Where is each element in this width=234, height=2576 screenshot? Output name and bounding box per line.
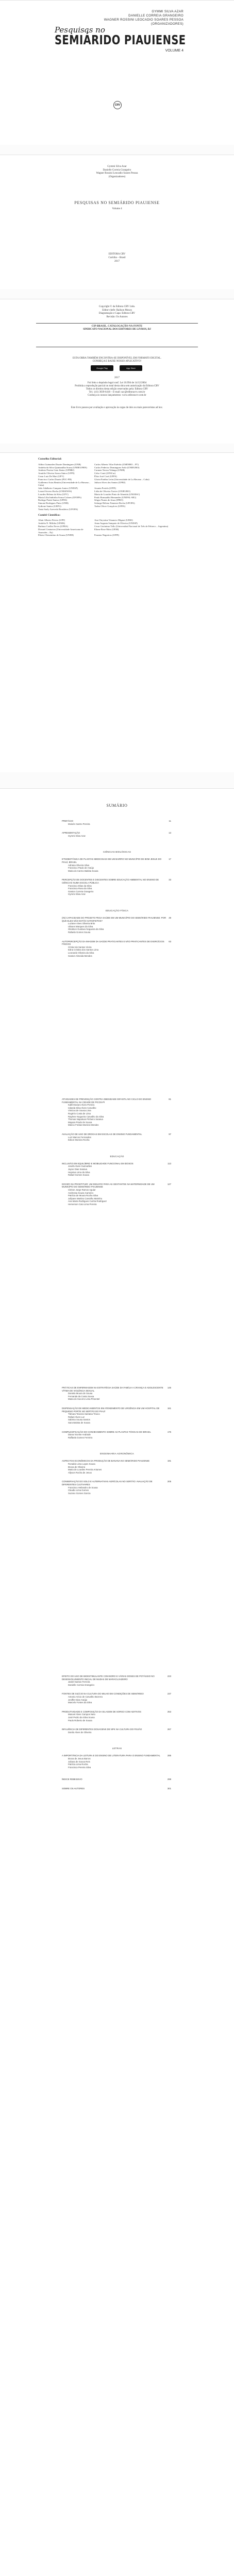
council-row: Maria Lília Imbiriba Sousa Colares (UFOPA) Paulo Romualdo Hernandes (UNIFAL-MG) — [38, 496, 137, 499]
publisher-city: Curitiba – Brasil — [108, 257, 126, 259]
committee-row: Elizeu Clementino de Souza (UNEB) Fauston Negreiros (UFPI) — [38, 534, 119, 537]
toc-entry-author: Francisco Elias da Silva — [68, 884, 92, 887]
toc-entry[interactable] — [62, 940, 171, 958]
toc-entry-author: Vinicius de Sousa Lima — [68, 1109, 91, 1112]
toc-entry-author: José Pedro da Silva Sousa — [68, 1716, 95, 1719]
toc-entry-title: DOCER OU PROSTITUIR: UM DESAFIO PARA AS GESTANTES NA MATERNIDADE DE UM MUNICÍPIO DO SEMIÁRIDO PIAUIENSE — [62, 1182, 155, 1189]
toc-entry-page: 113 — [168, 1162, 171, 1165]
toc-entry-author: Ana Maria Rodrigues Cunha Rodriguez — [68, 1200, 107, 1203]
council-heading: Conselho Editorial: — [38, 457, 62, 461]
toc-entry-page: 17 — [169, 858, 171, 861]
toc-entry-title: ÍNDICE REMISSIVO — [62, 1778, 82, 1781]
toc-entry[interactable] — [62, 878, 171, 896]
toc-entry-page: 81 — [169, 1098, 171, 1100]
toc-entry[interactable] — [62, 1675, 171, 1686]
toc-entry-author: Gleidson Gustavo Nogueira da Silva — [68, 928, 104, 931]
toc-entry-author: Andressa Souza Carneiro — [68, 1191, 94, 1194]
toc-entry-author: Patrícia de Moura Rocha Silva — [68, 1194, 98, 1197]
council-row: Rodrigo Pratte-Santos (UFES) Sérgio Nunes de Jesus (IFRO) — [38, 499, 123, 502]
toc-entry-title: PRÁTICAS DE ENFERMAGEM NA ESTRATÉGIA SAÚDE DA FAMÍLIA A CRIANÇA E ADOLESCENTE VÍTIMA DE VIOLÊNCIA SEXUAL — [62, 1386, 163, 1392]
toc-entry[interactable] — [62, 1133, 171, 1142]
toc-entry[interactable] — [62, 820, 171, 825]
book-cover — [0, 0, 234, 145]
cover-title-top: Pesquisas no — [55, 25, 105, 35]
toc-entry-title: APRESENTAÇÃO — [62, 832, 80, 835]
toc-entry-title: COMPLEXIFICAÇÃO DO CONHECIMENTO SOBRE AS PLANTAS TÓXICAS DO BRASIL — [62, 1430, 151, 1433]
divider — [36, 323, 198, 324]
toc-entry-page: 11 — [169, 820, 171, 822]
toc-entry[interactable] — [62, 1098, 171, 1127]
cip-subtitle: SINDICATO NACIONAL DOS EDITORES DE LIVROS, RJ — [83, 328, 151, 331]
toc-entry-author: Rafaela Gomes Sousa — [68, 930, 91, 934]
cover-volume: VOLUME 4 — [165, 49, 183, 53]
toc-entry-author: Mayara Prado de Sousa — [68, 1121, 92, 1124]
cover-authors — [104, 10, 183, 26]
council-row: João Adalberto Campato Junior (UNESP) Josania Portela (UFPI) — [38, 487, 116, 490]
toc-entry-page: 191 — [167, 1460, 171, 1463]
toc-entry-page: 253 — [167, 1710, 171, 1713]
publisher-logo-icon: CRV — [113, 101, 122, 109]
toc-entry-author: Jardel Santos Ferreira — [68, 1681, 90, 1684]
toc-entry-page: 127 — [167, 1182, 171, 1185]
organizer: Wagner Rossini Leocadio Soares Pessoa — [96, 172, 138, 175]
toc-entry-author: Kallil Moraes Alves Pereira — [68, 1104, 95, 1107]
toc-entry[interactable] — [62, 1183, 171, 1206]
toc-entry-title: PRODUTIVIDADE E COMPOSIÇÃO DA SILAGEM DE SORGO COM ADITIVOS — [62, 1710, 141, 1713]
council-list — [38, 458, 196, 537]
toc-entry-title: ATIVIDADES DE PREVENÇÃO CONTRA OBESIDADE INFANTIL NO CICLO DO ENSINO FUNDAMENTAL NA CIDADE DE PICOS-PI — [62, 1098, 152, 1104]
toc-entry-title: INCLUSÃO EM EQUILÍBRIO E MOBILIDADE FUNCIONAL EM IDOSOS — [62, 1162, 133, 1165]
toc-entry-author: Ronaldo Lima Lopes Sousa — [68, 1462, 95, 1465]
toc-entry-author: Maria do Socorro Lima Pimentel — [68, 1398, 100, 1401]
toc-entry-author: Suzano Gomes Garcia — [68, 1492, 91, 1495]
council-row: Leonel Severo Rocha (UNISINOS) Lídia de Oliveira Xavier (UNIEURO) — [38, 489, 130, 493]
toc-entry-author: Cíntia Isis Santos Vieira — [68, 945, 92, 948]
toc-entry-page: 237 — [167, 1692, 171, 1696]
organizer: (Organizadores) — [108, 175, 126, 178]
organizer: Danielle Correia Grangeiro — [103, 168, 131, 172]
toc-entry-title: PERCEPÇÃO DE DOCENTES E DISCENTES SOBRE EDUCAÇÃO AMBIENTAL NO ENSINO DE CIÊNCIAS NUMA ESCOLA PÚBLICA — [62, 878, 159, 884]
toc-entry[interactable] — [62, 1787, 171, 1790]
council-row: Francisco Carlos Duarte (PUC-PR) Gloria Fariñas León (Universidade de La Havana – Cuba) — [38, 478, 149, 481]
cover-author: DANIELLE CORREIA GRANGEIRO — [128, 14, 183, 18]
toc-entry[interactable] — [62, 1692, 171, 1704]
toc-entry-page: 161 — [167, 1407, 171, 1410]
toc-entry-title: AUTOPERCEPÇÃO DA IMAGEM DA SAÚDE PRATICANTES E NÃO PRATICANTES DE EXERCÍCIOS FÍSICOS — [62, 940, 164, 946]
google-play-badge[interactable]: Google Play — [91, 365, 113, 371]
organizers-list — [0, 165, 234, 179]
toc-entry-author: Jullyane Martins Carvalho Marinho — [68, 1197, 103, 1200]
toc-entry-author: Jeniffer Dias Araújo — [68, 1698, 88, 1701]
toc-entry-author: Diana Vicente Andrade — [68, 1433, 91, 1436]
toc-entry-page: 223 — [167, 1675, 171, 1677]
title-page-volume: Volume 4 — [112, 208, 122, 210]
toc-entry-author: Luziane Alves Oliveira Brito — [68, 922, 95, 925]
toc-entry-author: Tâmara Teixeira Santana Tinoco — [68, 1413, 100, 1416]
toc-entry[interactable] — [62, 1778, 171, 1781]
download-note-2: CONHEÇA E BAIXE NOSSO APLICATIVO! — [92, 360, 142, 363]
copyright-lines — [0, 306, 234, 319]
toc-entry-author: Marcelo Fontes da Silva — [68, 1701, 92, 1704]
toc-entry-author: Francisco Heliandro de Sousa — [68, 1486, 98, 1489]
toc-entry-page: 49 — [169, 917, 171, 919]
toc-entry-author: Rafael Gomes Sousa — [68, 1174, 89, 1177]
footer-line: Proibida a reprodução parcial ou total desta obra sem autorização da Editora CRV — [75, 385, 159, 387]
toc-entry-author: Hemerson Caio Lima Pereira — [68, 1202, 97, 1206]
toc-entry-author: Rogério Costa de Lima — [68, 1112, 91, 1115]
toc-entry-author: Luiz Marcos Fernandes — [68, 1136, 91, 1139]
toc-entry-title: INFLUÊNCIA DE DIFERENTES DOSAGENS DE NPK NA CULTURA DO FEIJÃO — [62, 1728, 142, 1731]
toc-entry[interactable] — [62, 1460, 171, 1474]
toc-entry-author: Manoel Alves Campos Neto — [68, 1713, 96, 1716]
council-row: Arnaldo Oliveira Souza Júnior (UFPI) Celso Conti (UFSCar) — [38, 472, 116, 475]
toc-entry[interactable] — [62, 832, 171, 837]
toc-entry-title: CONSERVAÇÃO DO SOLO E ALTERNATIVAS AGRÍCOLAS NO SERTÃO: AVALIAÇÃO DE DIFERENTES CULTIVARES — [62, 1480, 153, 1486]
toc-entry[interactable] — [62, 1480, 171, 1495]
toc-entry-author: Márcio Freitas Moreira Mendes — [68, 1124, 99, 1127]
cover-author: (ORGANIZADORES) — [151, 22, 183, 26]
committee-row: Diosnel Centurion (Universidade Americana de Asunción – Py) Eliane Rose Maio (UEM) — [38, 528, 119, 534]
toc-entry-author: Jayne Dias Saraiva — [68, 1167, 88, 1171]
toc-entry[interactable] — [62, 917, 171, 934]
toc-entry-title: PREFÁCIO — [62, 820, 73, 822]
cover-author: GYMMI SILVA AZAR — [152, 10, 183, 13]
toc-entry-author: Fernanda da Costa Sousa — [68, 1395, 94, 1398]
toc-entry-title: ASPECTOS ECONÔMICOS DA PRODUÇÃO DE BANANA NO SEMIÁRIDO PIAUIENSE — [62, 1460, 150, 1463]
toc-entry-page: 299 — [167, 1778, 171, 1781]
toc-entry-author: Francisca Pereira Silva — [68, 1766, 91, 1769]
council-row: Guillermo Arias Beatón (Universidade de La Havana – Cuba) Jailson Alves dos Santos (UFRJ) — [38, 481, 126, 487]
council-row: Antônio Pereira Gaio Júnior (UFRRJ) Carmen Tereza Velanga (UNIR) — [38, 469, 125, 472]
toc-entry-author: Raylene Nogueira Carvalho da Silva — [68, 1115, 104, 1118]
toc-entry[interactable] — [62, 1431, 171, 1439]
toc-entry-page: 267 — [167, 1728, 171, 1731]
toc-entry-author: Gaston Almeida Mendes — [68, 954, 92, 957]
toc-entry-author: Iolanda Silva Alves Carvalho — [68, 1106, 96, 1109]
council-row: Cezar Luiz De Mari (UFV) Élsio José Corá (UFFS) — [38, 474, 117, 478]
toc-entry-title: ETNOBOTÂNICA DE PLANTAS MEDICINAIS EM UM BAIRRO NO MUNICÍPIO DE BOM JESUS DO PIAUÍ, BRASIL — [62, 858, 162, 863]
toc-entry-author: Claudio Lima Gomes — [68, 1489, 89, 1492]
toc-entry-author: Gaston Correia Grangeiro — [68, 890, 94, 893]
committee-row: Barbara Coelho Neves (UFBA) Cesar Gerónimo Tello (Universidad Nacional de Três de Febrero – Argentina) — [38, 524, 169, 528]
footer-line: Foi feito o depósito legal conf. Lei 10.994 de 14/12/2004 — [87, 382, 147, 384]
toc-entry-author: Rafael Alves Luz — [68, 1415, 85, 1418]
council-row: Tania Suely Azevedo Brasileiro (UFOPA) — [38, 507, 78, 511]
toc-entry-author: Antonio Aécio de Carvalho Bezerra — [68, 1695, 103, 1698]
toc-category: EDUCAÇÃO FÍSICA — [105, 909, 129, 912]
table-of-contents — [0, 788, 234, 2576]
council-row: Simone Rodrigues Pinto (UNB) Solange Helena Ximenes-Rocha (UFOPA) — [38, 502, 135, 505]
toc-entry-page: 33 — [169, 878, 171, 882]
toc-entry-author: Sara Batista de Sousa — [68, 1421, 90, 1424]
cover-author: WAGNER ROSSINI LEOCADIO SOARES PESSOA — [104, 18, 183, 22]
toc-category: EDUCAÇÃO — [110, 1155, 124, 1158]
footer-line: Todos os direitos desta edição reservados pela: Editora CRV — [86, 388, 148, 391]
copyright-line: Copyright © da Editora CRV Ltda. — [99, 306, 135, 308]
download-note: ESTA OBRA TAMBÉM ENCONTRA-SE DISPONÍVEL EM FORMATO DIGITAL. — [72, 357, 162, 360]
toc-entry-author: Moisés Castro Pereira — [68, 822, 90, 825]
toc-entry-title: SOBRE OS AUTORES — [62, 1787, 85, 1790]
footer-line: Tel.: (41) 3039-6418 – E-mail: sac@editoracrv.com.br — [89, 391, 145, 394]
footer-line: Conheça os nossos lançamentos: www.editoracrv.com.br — [88, 394, 146, 397]
copyright-line: Editor-chefe: Railson Moura — [102, 309, 132, 312]
toc-entry-author: Juliana de Sousa Reis — [68, 1760, 90, 1763]
toc-entry[interactable] — [62, 1728, 171, 1734]
toc-entry-title: A IMPORTÂNCIA DA LEITURA E DO ENSINO DE LITERATURA PARA O ENSINO FUNDAMENTAL — [62, 1754, 160, 1757]
copyright-line: Diagramação e Capa: Editora CRV — [98, 312, 136, 315]
toc-entry-author: Allyson Rocha de Jesus — [68, 1471, 92, 1474]
toc-entry[interactable] — [62, 858, 171, 872]
toc-entry-title: DISPENSAÇÃO DE MEDICAMENTOS EM ATENDIMENTO DE URGÊNCIA EM UM HOSPITAL DE PEQUENO PORTE NO SERTÃO DO PIAUÍ — [62, 1407, 160, 1413]
title-page-title: PESQUISAS NO SEMIÁRIDO PIAUIENSE — [74, 200, 160, 205]
toc-entry-page: 13 — [169, 832, 171, 835]
toc-entry-title: EFEITO DO USO DE BIOESTIMULANTE COM BORO E VÁRIAS DOSES DE POTÁSSIO NO DESENVOLVIMENTO INICIAL DE MUDAS DE MARACUJAZEIRO — [62, 1675, 155, 1681]
toc-entry[interactable] — [62, 1754, 171, 1769]
toc-entry-author: Paulo Roberto de Sousa — [68, 1719, 92, 1722]
toc-heading: SUMÁRIO — [106, 803, 128, 808]
cip-title: CIP-BRASIL. CATALOGAÇÃO-NA-FONTE — [91, 325, 143, 328]
toc-entry[interactable] — [62, 1386, 171, 1401]
toc-entry-author: Patrícia Lima Rocha — [68, 1763, 88, 1766]
toc-entry-author: Leonardo Oliveira da Silva — [68, 951, 94, 954]
copyright-line: Revisão: Os Autores — [106, 315, 128, 318]
toc-entry-author: Edson Moreira Rocha — [68, 1139, 90, 1142]
toc-entry-author: Francisco Paulo de Araújo — [68, 867, 94, 870]
toc-entry-author: Ulisses Marques da Silva — [68, 925, 93, 928]
toc-entry-author: Gymmi Silva Azar — [68, 893, 86, 896]
toc-entry-page: 63 — [169, 940, 171, 943]
toc-entry-author: Hepsiva Lima da Silva — [68, 1171, 90, 1174]
toc-entry-page: 145 — [167, 1386, 171, 1389]
app-store-badge[interactable]: App Store — [120, 365, 142, 371]
year: 2017 — [114, 377, 120, 379]
committee-row: Andréia N. Militão (UEMS) Anna Augusta Sampaio de Oliveira (UNESP) — [38, 522, 138, 525]
toc-entry-author: Josefa Alves Guimarães — [68, 1165, 92, 1168]
council-row: Aldira Guimarães Duarte Domínguez (UNB) Carlos Alberto Vilar Estêvão (UMINHO – PT) — [38, 463, 139, 466]
copyright-page — [0, 299, 234, 444]
toc-entry-title: AVALIAÇÃO DE USO DE DROGAS EM ESCOLAS DE ENSINO FUNDAMENTAL — [62, 1133, 142, 1136]
peer-review-note: Este livro passou por avaliação e aprovação às cegas de dois ou mais pareceristas ad hoc. — [71, 406, 163, 409]
editorial-council-page — [0, 452, 234, 772]
council-row: Andréia da Silva Quintanilha Sousa (UNIR/UFRN) Carlos Federico Dominguez Avila (UNIEURO) — [38, 466, 140, 469]
publisher-name: EDITORA CRV — [108, 253, 126, 256]
toc-entry-author: Bruna de Oliveira — [68, 1465, 86, 1468]
toc-entry-author: Francisca Rosa da Silva — [68, 887, 92, 890]
toc-entry-author: Sabrina Sousa Santos — [68, 1418, 90, 1421]
council-row: Sydione Santos (UEPG) Tadeu Oliver Gonçalves (UFPA) — [38, 504, 126, 507]
toc-category: ENGENHARIA AGRONÔMICA — [100, 1452, 134, 1455]
toc-category: CIÊNCIAS BIOLÓGICAS — [103, 851, 131, 854]
toc-entry[interactable] — [62, 1407, 171, 1425]
committee-row: Altair Alberto Fávero (UPF) Ana Chrystina Venancio Mignot (UERJ) — [38, 519, 133, 522]
toc-entry-page: 301 — [167, 1787, 171, 1790]
toc-entry[interactable] — [62, 1162, 171, 1177]
toc-entry-page: 285 — [167, 1754, 171, 1757]
title-page — [0, 155, 234, 289]
toc-entry-author: Gymmi Silva Azar — [68, 834, 86, 837]
toc-entry-author: Raffaela Gomes Ferreira — [68, 1436, 93, 1439]
toc-entry-author: Edna Cristina dos Santos Lima — [68, 948, 98, 952]
toc-entry-author: Daniela Moura de Sousa — [68, 1392, 93, 1395]
toc-entry-author: Adriana Oliveira Silva — [68, 863, 90, 867]
toc-entry-author: Maria de Lourdes Pereira Antunes — [68, 1468, 102, 1471]
toc-category: LETRAS — [112, 1747, 122, 1750]
organizer: Gymmi Silva Azar — [107, 165, 127, 168]
toc-entry-author: Danielle Correia Grangeiro — [68, 1683, 95, 1686]
toc-entry[interactable] — [62, 1710, 171, 1722]
council-row: Lourdes Helena da Silva (UFV) Maria de Lourdes Pinto de Almeida (UNOESC) — [38, 493, 140, 496]
toc-entry-title: (IN) CAPACIDADE DO PROJETO PEGA SAÚDE EM UM MUNICÍPIO DO SEMIÁRIDO PIAUIENSE: POR QUE ELES NÃO ESTÃO SATISFEITOS? — [62, 917, 166, 922]
toc-entry-author: Bruna de Jesus Barros — [68, 1757, 91, 1760]
toc-entry-author: Cleiton Jorge Ramos Aguiar — [68, 1188, 96, 1191]
toc-entry-author: Danilo Alves de Oliveira — [68, 1731, 92, 1734]
toc-entry-page: 97 — [169, 1133, 171, 1136]
publisher-year: 2017 — [114, 260, 120, 263]
cover-title-main: SEMIÁRIDO PIAUIENSE — [55, 32, 186, 47]
toc-entry-title: FONTES DE SILÍCIO NA CULTURA DO MILHO EM CONDIÇÕES DE SEMIÁRIDO — [62, 1692, 144, 1696]
toc-entry-page: 205 — [167, 1480, 171, 1483]
toc-entry-page: 175 — [167, 1430, 171, 1433]
committee-heading: Comitê Científico: — [38, 513, 61, 517]
toc-entry-author: Thomas Napolean Pinheiro Saraiva — [68, 1118, 103, 1121]
toc-entry-author: Maria do Carmo Batista Sousa — [68, 869, 98, 872]
